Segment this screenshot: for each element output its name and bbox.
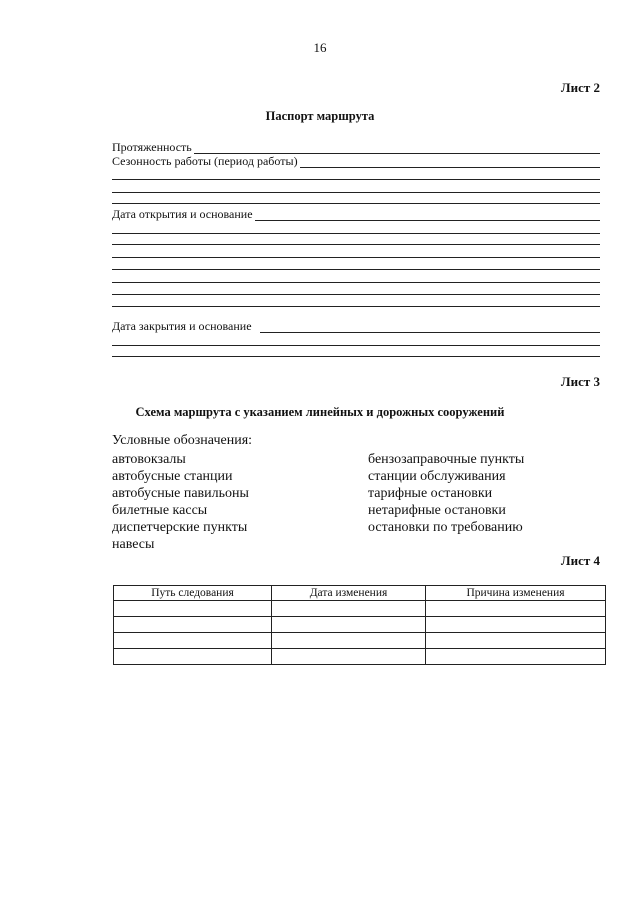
header-change-date: Дата изменения: [272, 586, 426, 601]
season-blank: [300, 156, 600, 168]
sheet-3-label: Лист 3: [560, 374, 600, 389]
page-number: 16: [313, 40, 327, 55]
sheet-3-title: Схема маршрута с указанием линейных и дорожных сооружений: [135, 405, 505, 419]
legend-right-list: [368, 451, 524, 536]
length-blank: [194, 142, 600, 154]
blank-line: [112, 282, 600, 283]
header-route-path: Путь следования: [114, 586, 272, 601]
table-cell[interactable]: [426, 617, 606, 633]
legend-title: Условные обозначения:: [112, 433, 253, 448]
table-cell[interactable]: [272, 617, 426, 633]
changes-table: [113, 585, 606, 665]
blank-line: [112, 233, 600, 234]
legend-item: бензозаправочные пункты: [368, 452, 525, 467]
table-cell[interactable]: [114, 601, 272, 617]
blank-line: [112, 269, 600, 270]
closing-blank: [260, 321, 600, 333]
table-cell[interactable]: [114, 633, 272, 649]
closing-field[interactable]: [112, 320, 600, 333]
blank-line: [112, 356, 600, 357]
length-label: Протяженность: [112, 140, 192, 154]
blank-line: [112, 294, 600, 295]
legend-item: автобусные станции: [112, 469, 233, 484]
table-cell[interactable]: [272, 601, 426, 617]
table-row: [114, 633, 606, 649]
legend-item: станции обслуживания: [368, 469, 506, 484]
season-field[interactable]: [112, 155, 600, 168]
table-cell[interactable]: [272, 633, 426, 649]
blank-line: [112, 244, 600, 245]
table-row: [114, 617, 606, 633]
header-change-reason: Причина изменения: [426, 586, 606, 601]
legend-item: нетарифные остановки: [368, 503, 506, 518]
opening-label: Дата открытия и основание: [112, 207, 253, 221]
sheet-4-label: Лист 4: [560, 553, 600, 568]
blank-line: [112, 179, 600, 180]
blank-line: [112, 203, 600, 204]
blank-line: [112, 192, 600, 193]
blank-line: [112, 345, 600, 346]
closing-label: Дата закрытия и основание: [112, 319, 252, 333]
table-cell[interactable]: [114, 617, 272, 633]
legend-item: навесы: [112, 537, 155, 552]
legend-item: тарифные остановки: [368, 486, 493, 501]
blank-line: [112, 257, 600, 258]
blank-line: [112, 306, 600, 307]
length-field[interactable]: [112, 141, 600, 154]
table-row: [114, 601, 606, 617]
table-cell[interactable]: [426, 649, 606, 665]
season-label: Сезонность работы (период работы): [112, 154, 298, 168]
table-row: [114, 649, 606, 665]
sheet-2-label: Лист 2: [560, 80, 600, 95]
sheet-2-title: Паспорт маршрута: [265, 109, 375, 123]
legend-left-list: [112, 451, 249, 553]
legend-item: билетные кассы: [112, 503, 208, 518]
table-header-row: [114, 586, 606, 601]
opening-field[interactable]: [112, 208, 600, 221]
table-cell[interactable]: [426, 601, 606, 617]
legend-item: автовокзалы: [112, 452, 186, 467]
table-cell[interactable]: [272, 649, 426, 665]
table-cell[interactable]: [426, 633, 606, 649]
legend-item: автобусные павильоны: [112, 486, 249, 501]
legend-item: остановки по требованию: [368, 520, 523, 535]
table-cell[interactable]: [114, 649, 272, 665]
opening-blank: [255, 209, 600, 221]
legend-item: диспетчерские пункты: [112, 520, 248, 535]
